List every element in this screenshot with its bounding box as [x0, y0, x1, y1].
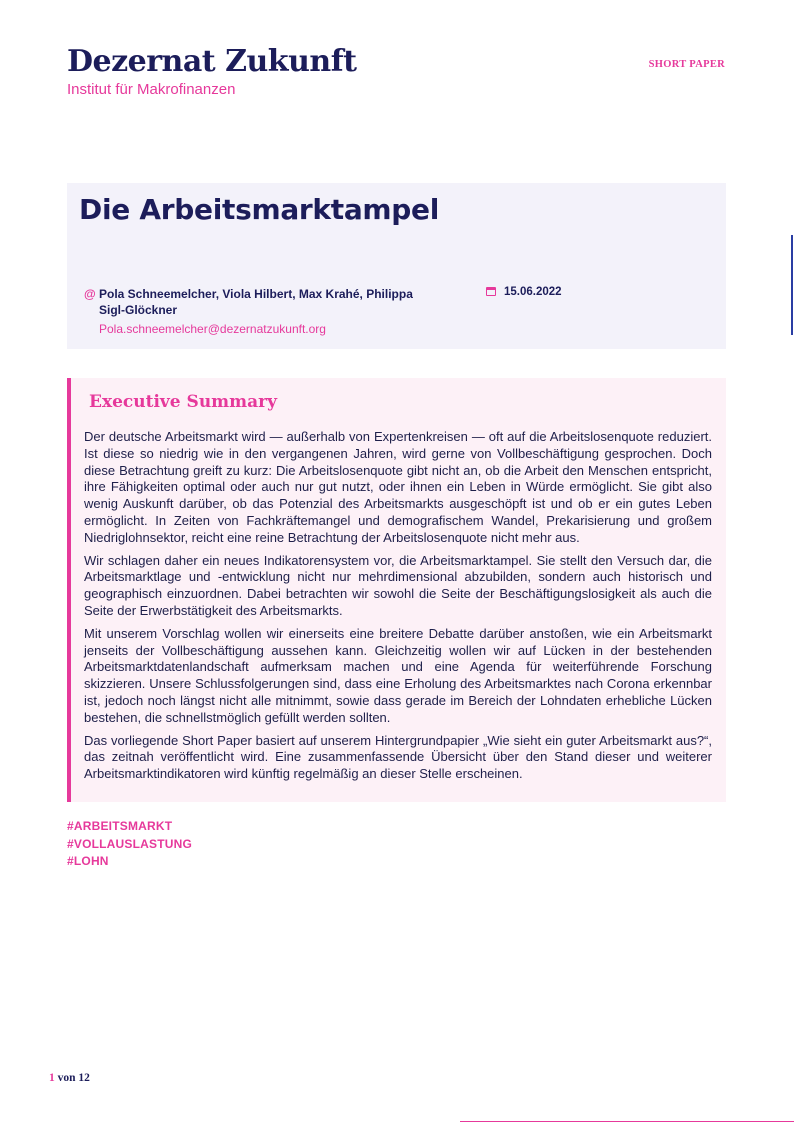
logo-subtitle: Institut für Makrofinanzen [67, 81, 236, 98]
at-icon: @ [84, 287, 96, 301]
author-email-link[interactable]: Pola.schneemelcher@dezernatzukunft.org [99, 322, 326, 336]
page-title: Die Arbeitsmarktampel [79, 193, 440, 226]
logo-title: Dezernat Zukunft [67, 44, 357, 79]
doc-type-label: SHORT PAPER [648, 59, 725, 70]
tag-list [67, 818, 192, 871]
tag-arbeitsmarkt[interactable]: #ARBEITSMARKT [67, 819, 173, 833]
tag-vollauslastung[interactable]: #VOLLAUSLASTUNG [67, 836, 193, 851]
calendar-icon [486, 287, 496, 296]
side-accent-line [791, 235, 793, 335]
summary-paragraph: Mit unserem Vorschlag wollen wir einerseits eine breitere Debatte darüber anstoßen, wie ein Arbeitsmarkt jenseits der Vollbeschäftigung aussehen kann. Gleichzeitig wollen wir auf Lücken in der bestehenden Arbeitsmarktdatenlandschaft aufmerksam machen und eine Agenda für weiterführende Forschung skizzieren. Unsere Schlussfolgerungen sind, dass eine Erholung des Arbeitsmarktes nach Corona erkennbar ist, jedoch noch längst nicht alle mitnimmt, sowie dass gerade im Bereich der Lohndaten erhebliche Lücken bestehen, die schnellstmöglich gefüllt werden sollten. [84, 625, 712, 725]
summary-heading: Executive Summary [89, 392, 278, 412]
summary-paragraph: Der deutsche Arbeitsmarkt wird — außerhalb von Expertenkreisen — oft auf die Arbeitslosenquote reduziert. Ist diese so niedrig wie in den vergangenen Jahren, wird gerne von Vollbeschäftigung gesprochen. Doch diese Betrachtung greift zu kurz: Die Arbeitslosenquote gibt nicht an, ob die Arbeit den Menschen entspricht, ihre Fähigkeiten optimal oder auch nur gut nutzt, oder ihnen ein Leben in Würde ermöglicht. Sie gibt also wenig Auskunft darüber, ob das Potenzial des Arbeitsmarkts ausgeschöpft ist und ob er ein gutes Leben ermöglicht. In Zeiten von Fachkräftemangel und demografischem Wandel, Prekarisierung und großem Niedriglohnsektor, reicht eine reine Betrachtung der Arbeitslosenquote nicht mehr aus. [84, 429, 712, 545]
summary-paragraph: Wir schlagen daher ein neues Indikatorensystem vor, die Arbeitsmarktampel. Sie stellt den Versuch dar, die Arbeitsmarktlage und -entwicklung nicht nur mehrdimensional abzubilden, sondern auch historisch und geographisch einzuordnen. Dabei betrachten wir sowohl die Seite der Beschäftigungslosigkeit als auch die Seite der Erwerbstätigkeit des Arbeitsmarkts. [84, 552, 712, 618]
page-total: von 12 [54, 1072, 90, 1084]
authors [99, 286, 439, 318]
executive-summary [67, 378, 726, 802]
tag-lohn[interactable]: #LOHN [67, 854, 109, 868]
title-block [67, 183, 726, 349]
summary-body [84, 429, 712, 789]
authors-line-2: Sigl-Glöckner [99, 303, 178, 317]
page-number [49, 1072, 90, 1084]
page-current: 1 [49, 1072, 55, 1084]
publication-date: 15.06.2022 [504, 286, 562, 298]
footer-divider [460, 1121, 794, 1122]
authors-line-1: Pola Schneemelcher, Viola Hilbert, Max Krahé, Philippa [99, 287, 413, 301]
summary-paragraph: Das vorliegende Short Paper basiert auf unserem Hintergrundpapier „Wie sieht ein guter Arbeitsmarkt aus?“, das zeitnah veröffentlicht wird. Eine zusammenfassende Übersicht über den Stand dieser und weiterer Arbeitsmarktindikatoren wird künftig regelmäßig an dieser Stelle erscheinen. [84, 732, 712, 782]
